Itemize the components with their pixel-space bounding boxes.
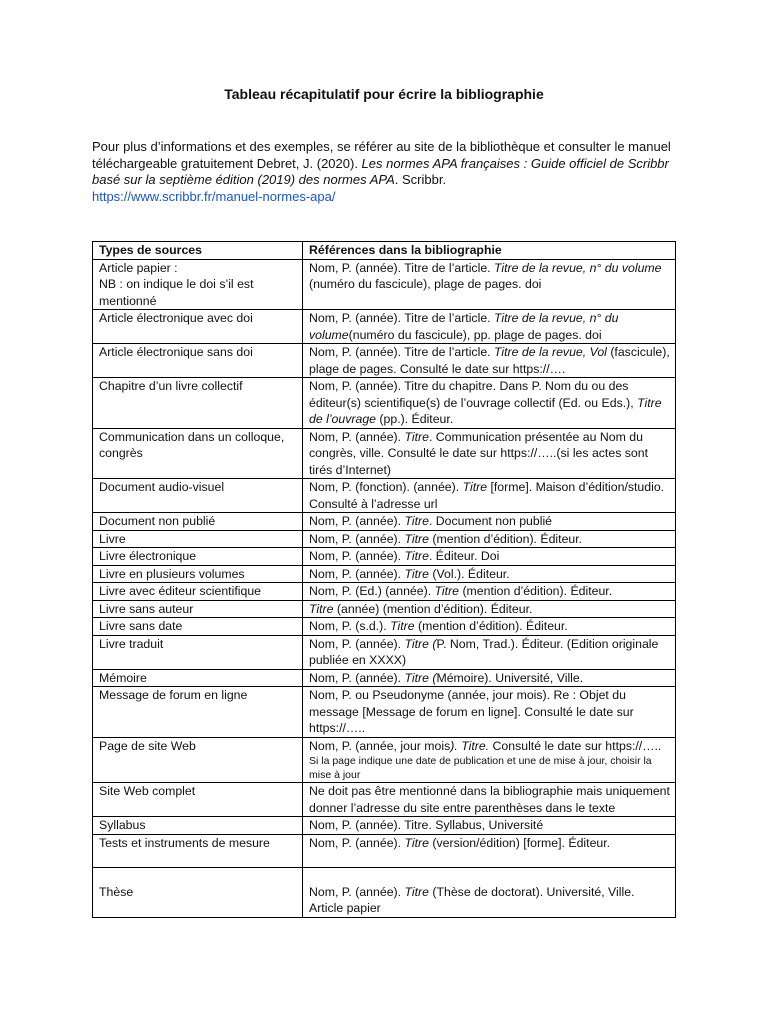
source-type-label: Chapitre d’un livre collectif xyxy=(99,379,243,393)
source-type-label: Livre traduit xyxy=(99,636,164,651)
table-row xyxy=(93,344,676,378)
source-type-cell xyxy=(93,669,303,687)
source-type-cell xyxy=(93,513,303,531)
reference-text-part: Nom, P. (année). Titre de l’article. xyxy=(309,260,494,275)
source-type-cell xyxy=(93,310,303,344)
reference-italic-part: Titre xyxy=(462,480,488,494)
source-type-cell xyxy=(93,479,303,513)
table-row xyxy=(93,618,676,636)
reference-text-part: . Communication présentée au Nom du congrès, ville. Consulté le date sur https://…..(si les actes sont tirés d’Internet) xyxy=(309,429,648,477)
reference-text-part: (numéro du fascicule), pp. plage de pages. doi xyxy=(348,327,602,342)
table-row xyxy=(93,600,676,618)
table-row xyxy=(93,479,676,513)
reference-cell xyxy=(303,378,676,429)
source-type-cell xyxy=(93,618,303,636)
reference-text-part: Nom, P. (année). xyxy=(309,884,405,899)
table-row xyxy=(93,530,676,548)
source-type-label: Livre avec éditeur scientifique xyxy=(99,584,261,598)
source-type-label: Document non publié xyxy=(99,514,216,528)
reference-text-part: Nom, P. (année). Titre de l’article. xyxy=(309,345,494,359)
source-type-cell xyxy=(93,344,303,378)
source-type-label: Mémoire xyxy=(99,670,147,685)
reference-text-part: Nom, P. (année). Titre de l’article. xyxy=(309,311,494,325)
table-row xyxy=(93,783,676,817)
reference-text-part: (mention d’édition). Éditeur. xyxy=(459,584,613,598)
reference-cell xyxy=(303,834,676,867)
reference-text-part: . Document non publié xyxy=(428,514,553,528)
source-type-label: Page de site Web xyxy=(99,738,196,753)
source-type-label: Article électronique avec doi xyxy=(99,311,253,325)
source-type-label: Livre sans date xyxy=(99,619,183,633)
source-type-label: Message de forum en ligne xyxy=(99,688,248,702)
source-type-label: Livre en plusieurs volumes xyxy=(99,566,245,581)
reference-text-part: Nom, P. (année). xyxy=(309,566,405,581)
reference-text-part: (Vol.). Éditeur. xyxy=(428,566,510,581)
table-row xyxy=(93,737,676,783)
reference-text-part: (pp.). Éditeur. xyxy=(376,412,454,426)
intro-book-title: Les normes APA françaises : Guide officiel de Scribbr basé sur la septième édition (2019) des normes APA xyxy=(92,155,669,187)
reference-text-part: (fascicule), plage de pages. Consulté le date sur https://…. xyxy=(309,345,670,376)
reference-cell xyxy=(303,867,676,917)
reference-cell xyxy=(303,513,676,531)
reference-italic-part: Titre xyxy=(404,514,429,528)
reference-note: Si la page indique une date de publication et une de mise à jour, choisir la mise à jour xyxy=(309,755,652,781)
source-type-label: Communication dans un colloque, congrès xyxy=(99,429,285,460)
reference-italic-part: ). Titre. xyxy=(450,738,490,753)
source-type-cell xyxy=(93,259,303,310)
reference-text-part: (version/édition) [forme]. Éditeur. xyxy=(428,835,611,850)
source-type-cell xyxy=(93,378,303,429)
reference-text-part: (numéro du fascicule), plage de pages. doi xyxy=(309,277,542,291)
table-row xyxy=(93,687,676,738)
source-type-label: Syllabus xyxy=(99,818,146,832)
source-type-cell xyxy=(93,583,303,601)
intro-paragraph xyxy=(92,139,682,205)
source-type-label: Thèse xyxy=(99,884,134,899)
table-row xyxy=(93,669,676,687)
reference-cell xyxy=(303,737,676,783)
reference-text-part: Nom, P. (année). xyxy=(309,531,405,546)
source-type-cell xyxy=(93,867,303,917)
reference-italic-part: Titre xyxy=(404,549,429,563)
reference-cell xyxy=(303,783,676,817)
source-type-label: Site Web complet xyxy=(99,784,196,798)
reference-text-part: Nom, P. (année). xyxy=(309,514,405,528)
reference-cell xyxy=(303,310,676,344)
reference-cell xyxy=(303,669,676,687)
reference-text-part: Mémoire). Université, Ville. xyxy=(436,670,584,685)
reference-text-part: (Thèse de doctorat). Université, Ville. xyxy=(428,884,635,899)
source-type-label: Livre xyxy=(99,531,126,546)
source-type-cell xyxy=(93,834,303,867)
source-type-label: Livre électronique xyxy=(99,549,197,563)
reference-italic-part: Titre ( xyxy=(404,636,437,651)
table-row xyxy=(93,548,676,566)
table-row xyxy=(93,310,676,344)
header-references: Références dans la bibliographie xyxy=(303,242,676,260)
source-type-label: Article électronique sans doi xyxy=(99,345,253,359)
reference-text-part: P. Nom, Trad.). Éditeur. (Edition originale publiée en XXXX) xyxy=(309,636,659,667)
reference-italic-part: Titre xyxy=(404,429,429,444)
intro-text: Pour plus d’informations et des exemples, se référer au site de la bibliothèque et consulter le manuel téléchargeable gratuitement Debret, J. (2020). xyxy=(92,139,671,171)
table-row xyxy=(93,565,676,583)
reference-text-part: Nom, P. (Ed.) (année). xyxy=(309,584,435,598)
reference-text-part: (mention d’édition). Éditeur. xyxy=(428,531,583,546)
reference-text-part: . Éditeur. Doi xyxy=(428,549,500,563)
reference-text-part: Consulté le date sur https://….. xyxy=(489,738,662,753)
table-row xyxy=(93,259,676,310)
table-row xyxy=(93,513,676,531)
reference-cell xyxy=(303,548,676,566)
reference-italic-part: Titre de la revue, n° du volume xyxy=(309,311,619,342)
source-type-cell xyxy=(93,428,303,479)
reference-text-part: Nom, P. ou Pseudonyme (année, jour mois). Re : Objet du message [Message de forum en ligne]. Consulté le date sur https://….. xyxy=(309,688,634,735)
reference-italic-part: Titre xyxy=(404,835,429,850)
reference-text-part: Ne doit pas être mentionné dans la bibliographie mais uniquement donner l’adresse du site entre parenthèses dans le texte xyxy=(309,784,670,815)
reference-text-part: Nom, P. (année). xyxy=(309,549,405,563)
reference-italic-part: Titre ( xyxy=(404,670,437,685)
reference-cell xyxy=(303,259,676,310)
table-row xyxy=(93,817,676,835)
reference-text-part: Nom, P. (année). xyxy=(309,636,405,651)
reference-cell xyxy=(303,530,676,548)
reference-cell xyxy=(303,479,676,513)
reference-cell xyxy=(303,565,676,583)
reference-text-part: Nom, P. (année). Titre du chapitre. Dans P. Nom du ou des éditeur(s) scientifique(s) de l’ouvrage collectif (Ed. ou Eds.), xyxy=(309,379,638,410)
reference-cell xyxy=(303,344,676,378)
reference-italic-part: Titre de la revue, Vol xyxy=(494,345,607,359)
source-type-cell xyxy=(93,737,303,783)
source-type-cell xyxy=(93,817,303,835)
table-row xyxy=(93,428,676,479)
reference-text-part: Nom, P. (année). xyxy=(309,835,405,850)
reference-text-part: [forme]. Maison d’édition/studio. Consulté à l’adresse url xyxy=(309,480,665,511)
reference-cell xyxy=(303,817,676,835)
source-type-cell xyxy=(93,783,303,817)
source-type-label: Document audio-visuel xyxy=(99,480,225,494)
table-row xyxy=(93,635,676,669)
intro-publisher: . Scribbr. xyxy=(394,172,447,187)
bibliography-table xyxy=(92,241,676,918)
source-type-label: Livre sans auteur xyxy=(99,601,194,616)
table-row xyxy=(93,867,676,917)
header-source-type: Types de sources xyxy=(93,242,303,260)
source-type-label: Article papier : xyxy=(99,260,178,275)
reference-italic-part: Titre xyxy=(404,531,429,546)
reference-cell xyxy=(303,635,676,669)
table-header-row xyxy=(93,242,676,260)
source-type-label: Tests et instruments de mesure xyxy=(99,835,270,850)
reference-italic-part: Titre xyxy=(404,566,429,581)
reference-cell xyxy=(303,687,676,738)
reference-text-part: Nom, P. (s.d.). xyxy=(309,619,391,633)
table-row xyxy=(93,378,676,429)
page-title: Tableau récapitulatif pour écrire la bibliographie xyxy=(224,86,544,102)
source-type-cell xyxy=(93,600,303,618)
source-type-cell xyxy=(93,530,303,548)
source-type-cell xyxy=(93,565,303,583)
reference-cell xyxy=(303,428,676,479)
reference-italic-part: Titre xyxy=(309,601,334,616)
reference-text-part: Nom, P. (année, jour mois xyxy=(309,738,451,753)
source-type-cell xyxy=(93,548,303,566)
table-row xyxy=(93,583,676,601)
reference-cell xyxy=(303,618,676,636)
reference-text-part: Nom, P. (fonction). (année). xyxy=(309,480,463,494)
reference-extra: Article papier xyxy=(309,901,381,915)
table-row xyxy=(93,834,676,867)
source-type-cell xyxy=(93,635,303,669)
reference-italic-part: Titre de la revue, n° du volume xyxy=(494,260,662,275)
reference-text-part: Nom, P. (année). Titre. Syllabus, Université xyxy=(309,818,544,832)
reference-italic-part: Titre xyxy=(390,619,415,633)
reference-italic-part: Titre xyxy=(404,884,429,899)
reference-text-part: Nom, P. (année). xyxy=(309,429,405,444)
reference-text-part: (mention d’édition). Éditeur. xyxy=(414,619,568,633)
reference-cell xyxy=(303,583,676,601)
source-type-cell xyxy=(93,687,303,738)
reference-italic-part: Titre xyxy=(434,584,460,598)
source-type-note: NB : on indique le doi s’il est mentionné xyxy=(99,277,254,308)
scribbr-link[interactable]: https://www.scribbr.fr/manuel-normes-apa/ xyxy=(92,188,336,204)
reference-italic-part: Titre de l’ouvrage xyxy=(309,395,662,426)
reference-text-part: (année) (mention d’édition). Éditeur. xyxy=(333,601,533,616)
reference-text-part: Nom, P. (année). xyxy=(309,670,405,685)
reference-cell xyxy=(303,600,676,618)
